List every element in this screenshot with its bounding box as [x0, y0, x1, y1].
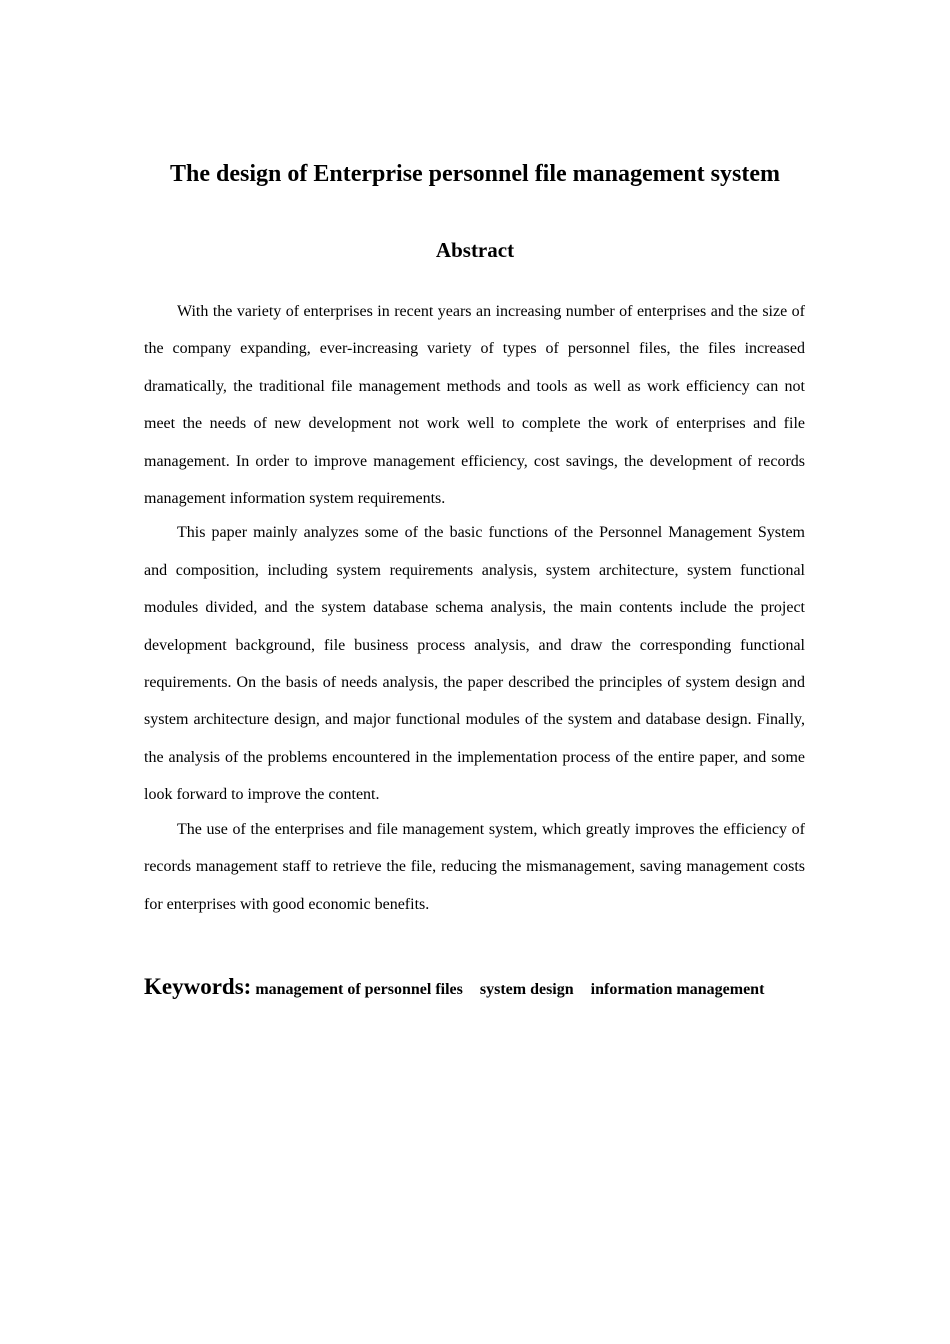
abstract-body [144, 293, 805, 920]
abstract-paragraph-3: The use of the enterprises and file management system, which greatly improves the efficiency of records management staff to retrieve the file, reducing the mismanagement, saving management costs for enterprises with good economic benefits. [144, 820, 805, 913]
abstract-paragraph-2: This paper mainly analyzes some of the basic functions of the Personnel Management System and composition, including system requirements analysis, system architecture, system functional modules divided, and the system database schema analysis, the main contents include the project development background, file business process analysis, and draw the corresponding functional requirements. On the basis of needs analysis, the paper described the principles of system design and system architecture design, and major functional modules of the system and database design. Finally, the analysis of the problems encountered in the implementation process of the entire paper, and some look forward to improve the content. [144, 524, 805, 804]
keyword-item: system design [479, 981, 574, 998]
keywords-line [144, 970, 844, 1007]
document-title: The design of Enterprise personnel file management system [170, 161, 780, 187]
abstract-paragraph-1: With the variety of enterprises in recent years an increasing number of enterprises and the size of the company expanding, ever-increasing variety of types of personnel files, the files increased dramatically, the traditional file management methods and tools as well as work efficiency can not meet the needs of new development not work well to complete the work of enterprises and file management. In order to improve management efficiency, cost savings, the development of records management information system requirements. [144, 303, 805, 508]
keyword-item: information management [590, 981, 765, 998]
keywords-label: Keywords: [144, 974, 252, 999]
keyword-item: management of personnel files [255, 981, 463, 998]
abstract-heading: Abstract [435, 238, 515, 262]
